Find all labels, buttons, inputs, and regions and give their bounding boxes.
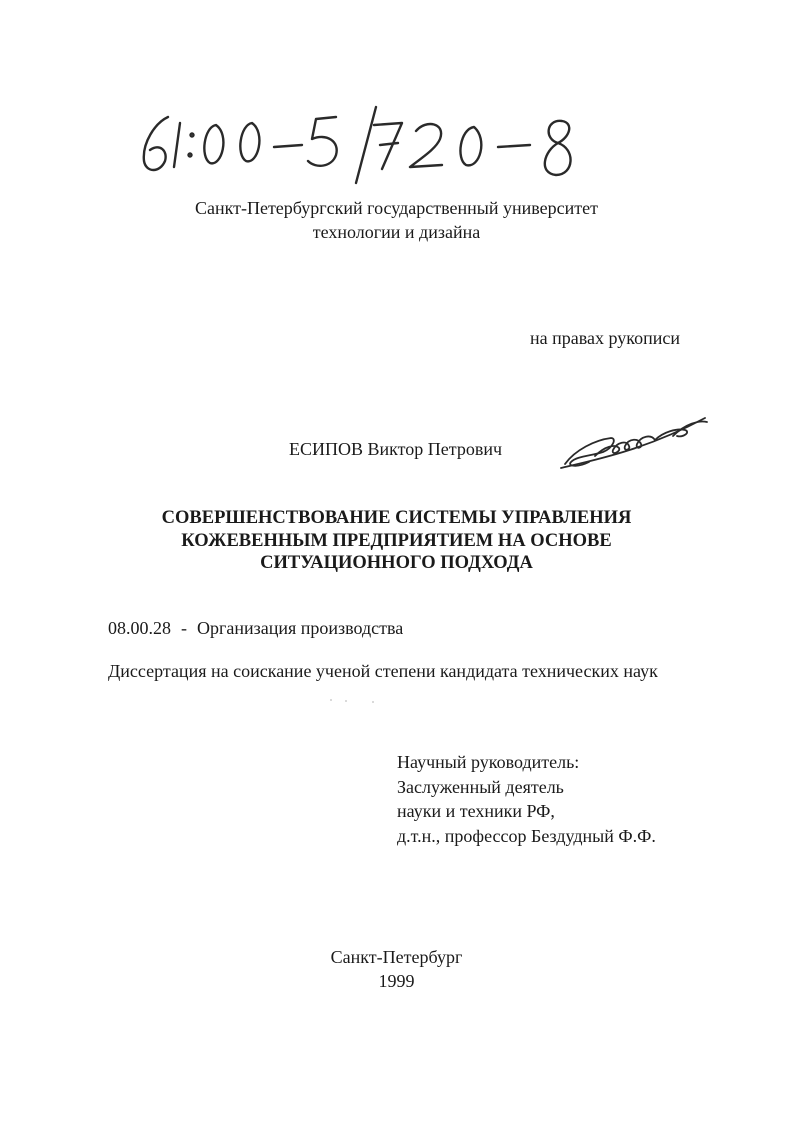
title-line-3: СИТУАЦИОННОГО ПОДХОДА <box>260 553 533 573</box>
city-and-year <box>0 945 793 993</box>
dissertation-degree: Диссертация на соискание ученой степени кандидата технических наук <box>108 661 658 681</box>
university-name <box>0 196 793 244</box>
scan-speck <box>330 699 332 701</box>
scan-speck <box>345 700 347 702</box>
specialty-separator: - <box>181 618 187 638</box>
title-line-2: КОЖЕВЕННЫМ ПРЕДПРИЯТИЕМ НА ОСНОВЕ <box>181 530 612 551</box>
supervisor-line-3: науки и техники РФ, <box>397 801 555 821</box>
city: Санкт-Петербург <box>330 947 463 967</box>
handwritten-archive-number <box>130 95 600 195</box>
specialty-name: Организация производства <box>197 618 404 638</box>
university-line-1: Санкт-Петербургский государственный университет <box>194 198 599 218</box>
year: 1999 <box>378 971 415 991</box>
manuscript-rights-note: на правах рукописи <box>530 328 680 348</box>
dissertation-title <box>0 507 793 575</box>
scan-speck <box>372 701 374 703</box>
scientific-supervisor <box>397 750 656 848</box>
supervisor-line-4: д.т.н., профессор Бездудный Ф.Ф. <box>397 825 656 846</box>
specialty <box>108 618 403 639</box>
supervisor-line-1: Научный руководитель: <box>397 752 580 772</box>
specialty-code: 08.00.28 <box>108 618 171 638</box>
author-name: ЕСИПОВ Виктор Петрович <box>289 439 503 459</box>
title-line-1: СОВЕРШЕНСТВОВАНИЕ СИСТЕМЫ УПРАВЛЕНИЯ <box>161 508 632 528</box>
author-signature <box>555 410 715 472</box>
university-line-2: технологии и дизайна <box>312 222 481 242</box>
supervisor-line-2: Заслуженный деятель <box>397 776 564 797</box>
